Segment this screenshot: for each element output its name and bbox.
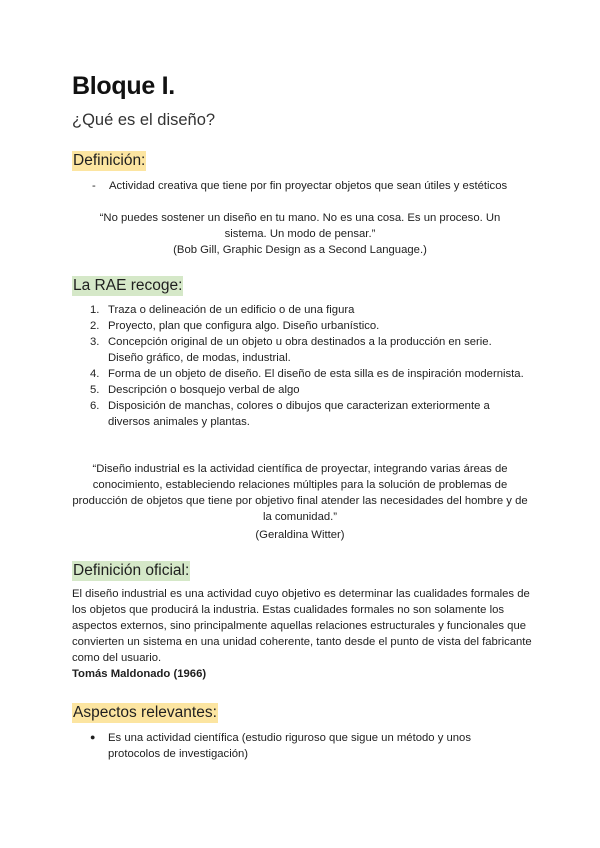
oficial-author: Tomás Maldonado (1966): [72, 668, 207, 680]
definicion-quote: “No puedes sostener un diseño en tu mano. No es una cosa. Es un proceso. Un sistema. Un modo de pensar.”: [99, 212, 501, 240]
page-title: Bloque I.: [72, 72, 175, 100]
heading-rae: La RAE recoge:: [73, 277, 183, 294]
dash-marker: -: [92, 180, 96, 192]
list-item: 6. Disposición de manchas, colores o dibujos que caracterizan exteriormente a diversos animales y plantas.: [90, 400, 490, 428]
bullet-dot-icon: ●: [90, 732, 96, 742]
oficial-paragraph: [72, 586, 532, 682]
page-subtitle: ¿Qué es el diseño?: [72, 111, 216, 129]
rae-list: [90, 302, 528, 430]
list-item: 1. Traza o delineación de un edificio o de una figura: [90, 304, 355, 316]
definicion-attribution: (Bob Gill, Graphic Design as a Second Language.): [173, 244, 427, 256]
list-item: 4. Forma de un objeto de diseño. El diseño de esta silla es de inspiración modernista.: [90, 368, 524, 380]
heading-definicion: Definición:: [73, 152, 146, 169]
oficial-paragraph-text: El diseño industrial es una actividad cuyo objetivo es determinar las cualidades formales de los objetos que producirá la industria. Estas cualidades formales no son solamente los aspectos externos, sino principalmente aquellas relaciones estructurales y funcionales que convierten un sistema en una unidad coherente, tanto desde el punto de vista del fabricante como del usuario.: [72, 588, 532, 664]
aspectos-item: Es una actividad científica (estudio riguroso que sigue un método y unos protocolos de investigación): [108, 732, 471, 760]
list-item: 2. Proyecto, plan que configura algo. Diseño urbanístico.: [90, 320, 380, 332]
list-item: 5. Descripción o bosquejo verbal de algo: [90, 384, 300, 396]
definicion-bullet-text: Actividad creativa que tiene por fin proyectar objetos que sean útiles y estéticos: [109, 180, 508, 192]
rae-attribution: (Geraldina Witter): [255, 529, 345, 541]
rae-quote: “Diseño industrial es la actividad científica de proyectar, integrando varias áreas de conocimiento, estableciendo relaciones múltiples para la solución de problemas de producción de objetos que tiene por objetivo final atender las necesidades del hombre y de la comunidad.”: [72, 463, 528, 523]
heading-aspectos: Aspectos relevantes:: [73, 704, 217, 721]
heading-definicion-oficial: Definición oficial:: [73, 562, 190, 579]
list-item: 3. Concepción original de un objeto u obra destinados a la producción en serie. Diseño gráfico, de modas, industrial.: [90, 336, 492, 364]
